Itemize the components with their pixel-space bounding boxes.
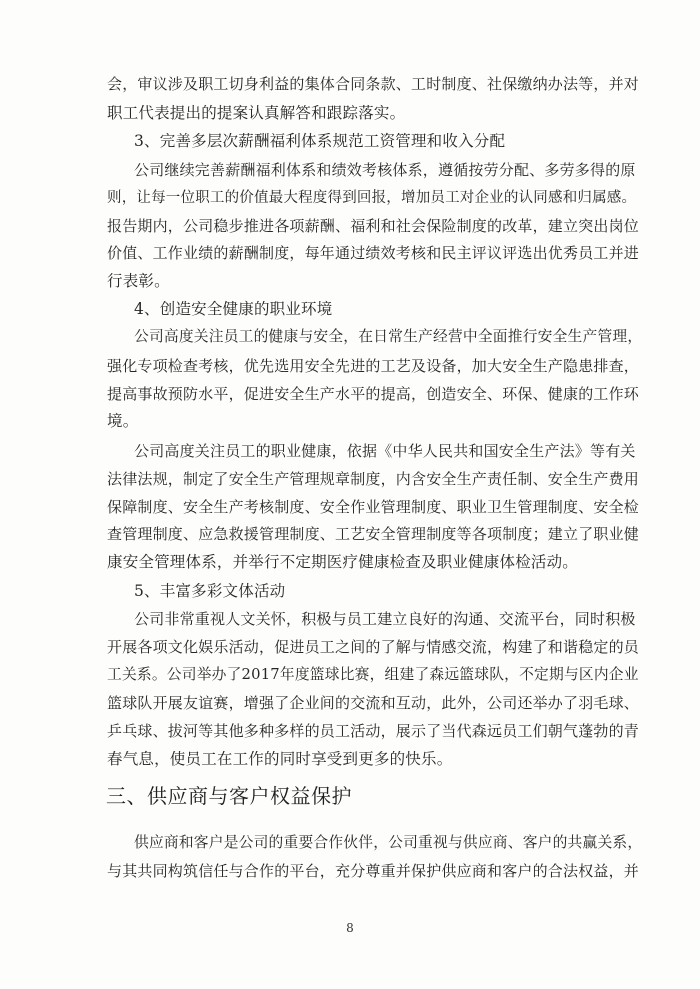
text-line: 价值、工作业绩的薪酬制度，每年通过绩效考核和民主评议评选出优秀员工并进 (107, 244, 640, 262)
text-line: 公司继续完善薪酬福利体系和绩效考核体系，遵循按劳分配、多劳多得的原 (134, 161, 636, 179)
text-line: 法律法规，制定了安全生产管理规章制度，内含安全生产责任制、安全生产费用 (107, 470, 640, 488)
text-line: 保障制度、安全生产考核制度、安全作业管理制度、职业卫生管理制度、安全检 (107, 498, 640, 516)
text-line: 供应商和客户是公司的重要合作伙伴，公司重视与供应商、客户的共赢关系， (134, 834, 643, 851)
text-line: 职工代表提出的提案认真解答和跟踪落实。 (107, 104, 406, 122)
page-number: 8 (346, 921, 354, 935)
subsection-title: 4、创造安全健康的职业环境 (134, 300, 333, 318)
text-line: 则，让每一位职工的价值最大程度得到回报，增加员工对企业的认同感和归属感。 (107, 190, 637, 206)
section-heading: 三、供应商与客户权益保护 (106, 784, 352, 808)
text-line: 乒乓球、拔河等其他多种多样的员工活动，展示了当代森远员工们朝气蓬勃的青 (107, 722, 640, 740)
text-line: 强化专项检查考核，优先选用安全先进的工艺及设备，加大安全生产隐患排查， (107, 357, 640, 375)
subsection-title: 5、丰富多彩文体活动 (134, 582, 286, 600)
text-line: 工关系。公司举办了2017年度篮球比赛，组建了森远篮球队，不定期与区内企业 (107, 666, 639, 683)
subsection-title: 3、完善多层次薪酬福利体系规范工资管理和收入分配 (134, 132, 506, 150)
text-line: 会，审议涉及职工切身利益的集体合同条款、工时制度、社保缴纳办法等，并对 (107, 75, 640, 93)
text-line: 康安全管理体系，并举行不定期医疗健康检查及职业健康体检活动。 (107, 553, 579, 571)
text-line: 行表彰。 (107, 272, 170, 290)
text-line: 查管理制度、应急救援管理制度、工艺安全管理制度等各项制度；建立了职业健 (107, 525, 640, 543)
text-line: 境。 (107, 412, 139, 430)
text-line: 提高事故预防水平，促进安全生产水平的提高，创造安全、环保、健康的工作环 (107, 385, 640, 403)
text-line: 春气息，使员工在工作的同时享受到更多的快乐。 (107, 750, 453, 768)
text-line: 与其共同构筑信任与合作的平台，充分尊重并保护供应商和客户的合法权益，并 (107, 862, 640, 880)
text-line: 公司非常重视人文关怀，积极与员工建立良好的沟通、交流平台，同时积极 (134, 610, 636, 628)
text-line: 公司高度关注员工的健康与安全，在日常生产经营中全面推行安全生产管理， (134, 328, 643, 345)
text-line: 报告期内，公司稳步推进各项薪酬、福利和社会保险制度的改革，建立突出岗位 (107, 217, 640, 235)
text-line: 公司高度关注员工的职业健康，依据《中华人民共和国安全生产法》等有关 (134, 442, 636, 460)
text-line: 开展各项文化娱乐活动，促进员工之间的了解与情感交流，构建了和谐稳定的员 (107, 638, 640, 656)
text-line: 篮球队开展友谊赛，增强了企业间的交流和互动，此外，公司还举办了羽毛球、 (107, 694, 640, 712)
